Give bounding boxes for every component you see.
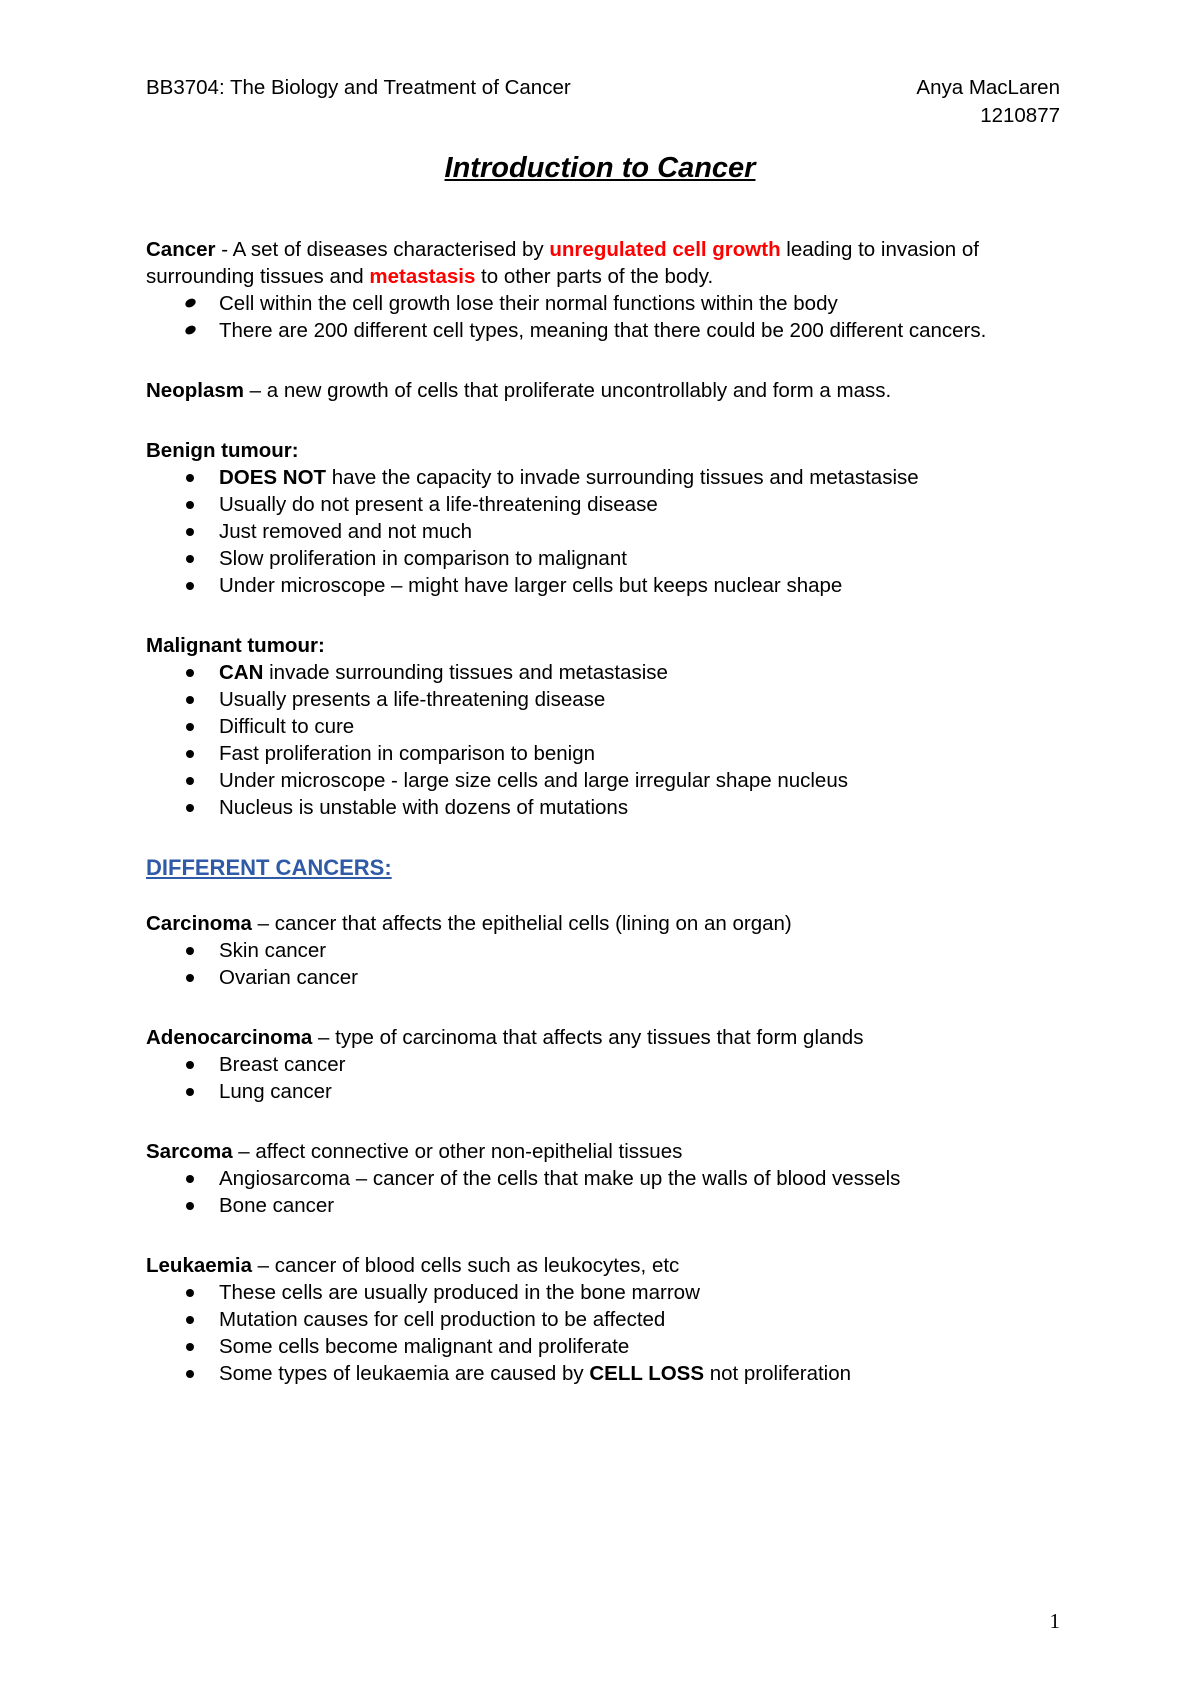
definition-text: – cancer of blood cells such as leukocytes, etc — [251, 1254, 680, 1277]
list-item — [146, 317, 1066, 344]
bullet-icon — [184, 324, 197, 336]
bullet-icon — [186, 501, 194, 509]
bullet-icon — [184, 297, 197, 309]
definition-text: – cancer that affects the epithelial cells (lining on an organ) — [251, 912, 792, 935]
emphasis-text: CAN — [219, 661, 264, 684]
list-item — [146, 937, 1066, 964]
list-item — [146, 1078, 1066, 1105]
definition-text: – affect connective or other non-epithelial tissues — [232, 1140, 683, 1163]
list-item — [146, 767, 1066, 794]
bullet-icon — [186, 1061, 194, 1069]
list-item — [146, 794, 1066, 821]
carcinoma-definition — [146, 910, 1066, 937]
bullet-icon — [186, 1202, 194, 1210]
spacer — [146, 404, 1066, 437]
spacer — [146, 344, 1066, 377]
bullet-icon — [186, 1088, 194, 1096]
term-sarcoma: Sarcoma — [146, 1140, 233, 1163]
bullet-icon — [186, 1343, 194, 1351]
spacer — [146, 821, 1066, 854]
list-item — [146, 740, 1066, 767]
sarcoma-bullets — [146, 1165, 1066, 1219]
leukaemia-definition — [146, 1252, 1066, 1279]
bullet-icon — [186, 947, 194, 955]
bullet-icon — [186, 555, 194, 563]
carcinoma-bullets — [146, 937, 1066, 991]
bullet-icon — [186, 582, 194, 590]
list-item-text: Under microscope - large size cells and large irregular shape nucleus — [219, 769, 848, 792]
list-item-text: Ovarian cancer — [219, 966, 359, 989]
list-item — [146, 290, 1066, 317]
list-item-text: Just removed and not much — [219, 520, 472, 543]
definition-text: – type of carcinoma that affects any tissues that form glands — [312, 1026, 864, 1049]
bullet-icon — [186, 528, 194, 536]
student-id: 1210877 — [980, 104, 1060, 127]
list-item-text: Slow proliferation in comparison to malignant — [219, 547, 627, 570]
list-item-text: There are 200 different cell types, meaning that there could be 200 different cancers. — [219, 319, 987, 342]
definition-text: to other parts of the body. — [475, 265, 714, 288]
definition-text: leading to invasion of surrounding tissues and — [146, 238, 979, 288]
bullet-icon — [186, 1289, 194, 1297]
bullet-icon — [186, 1175, 194, 1183]
list-item-text: Breast cancer — [219, 1053, 346, 1076]
list-item-text: Some cells become malignant and proliferate — [219, 1335, 630, 1358]
list-item — [146, 545, 1066, 572]
bullet-icon — [186, 750, 194, 758]
list-item-text: Fast proliferation in comparison to benign — [219, 742, 596, 765]
cancer-bullets — [146, 290, 1066, 344]
document-body — [146, 236, 1066, 1387]
page-title: Introduction to Cancer — [444, 152, 756, 184]
list-item-text: Lung cancer — [219, 1080, 332, 1103]
list-item-text: Under microscope – might have larger cells but keeps nuclear shape — [219, 574, 843, 597]
list-item — [146, 572, 1066, 599]
list-item — [146, 1165, 1066, 1192]
list-item-text: Usually do not present a life-threatening disease — [219, 493, 658, 516]
spacer — [146, 1219, 1066, 1252]
adenocarcinoma-bullets — [146, 1051, 1066, 1105]
benign-bullets — [146, 464, 1066, 599]
definition-text: – a new growth of cells that proliferate uncontrollably and form a mass. — [243, 379, 892, 402]
list-item-text: Cell within the cell growth lose their normal functions within the body — [219, 292, 838, 315]
term-neoplasm: Neoplasm — [146, 379, 244, 402]
spacer — [146, 991, 1066, 1024]
highlight-metastasis: metastasis — [369, 265, 476, 288]
spacer — [146, 1105, 1066, 1138]
author-name: Anya MacLaren — [916, 76, 1060, 99]
term-adenocarcinoma: Adenocarcinoma — [146, 1026, 313, 1049]
emphasis-text: CELL LOSS — [589, 1362, 705, 1385]
section-heading: DIFFERENT CANCERS: — [146, 855, 392, 880]
list-item — [146, 1306, 1066, 1333]
emphasis-text: DOES NOT — [219, 466, 327, 489]
leukaemia-bullets — [146, 1279, 1066, 1387]
bullet-icon — [186, 804, 194, 812]
term-carcinoma: Carcinoma — [146, 912, 252, 935]
list-item-text: Mutation causes for cell production to be affected — [219, 1308, 666, 1331]
list-item — [146, 713, 1066, 740]
list-item-text: Bone cancer — [219, 1194, 335, 1217]
page-number: 1 — [1049, 1609, 1060, 1633]
course-title: BB3704: The Biology and Treatment of Cancer — [146, 76, 571, 99]
list-item-text: invade surrounding tissues and metastasise — [263, 661, 668, 684]
list-item-text: Nucleus is unstable with dozens of mutations — [219, 796, 629, 819]
bullet-icon — [186, 777, 194, 785]
list-item-text: Difficult to cure — [219, 715, 355, 738]
list-item-text: not proliferation — [704, 1362, 852, 1385]
list-item-text: Usually presents a life-threatening disease — [219, 688, 606, 711]
list-item — [146, 1333, 1066, 1360]
spacer — [146, 599, 1066, 632]
list-item — [146, 1192, 1066, 1219]
list-item-text: Skin cancer — [219, 939, 327, 962]
malignant-heading: Malignant tumour: — [146, 634, 325, 657]
list-item — [146, 491, 1066, 518]
list-item — [146, 518, 1066, 545]
list-item-text: Angiosarcoma – cancer of the cells that make up the walls of blood vessels — [219, 1167, 901, 1190]
benign-heading: Benign tumour: — [146, 439, 299, 462]
term-cancer: Cancer — [146, 238, 216, 261]
highlight-unregulated-growth: unregulated cell growth — [549, 238, 781, 261]
bullet-icon — [186, 696, 194, 704]
bullet-icon — [186, 669, 194, 677]
list-item — [146, 659, 1066, 686]
list-item — [146, 464, 1066, 491]
list-item — [146, 964, 1066, 991]
sarcoma-definition — [146, 1138, 1066, 1165]
bullet-icon — [186, 723, 194, 731]
term-leukaemia: Leukaemia — [146, 1254, 252, 1277]
list-item-text: These cells are usually produced in the bone marrow — [219, 1281, 700, 1304]
spacer — [146, 881, 1066, 910]
bullet-icon — [186, 974, 194, 982]
list-item — [146, 686, 1066, 713]
bullet-icon — [186, 1316, 194, 1324]
adenocarcinoma-definition — [146, 1024, 1066, 1051]
malignant-bullets — [146, 659, 1066, 821]
list-item-text: Some types of leukaemia are caused by — [219, 1362, 590, 1385]
list-item — [146, 1360, 1066, 1387]
list-item — [146, 1051, 1066, 1078]
cancer-definition — [146, 236, 1066, 290]
bullet-icon — [186, 1370, 194, 1378]
list-item-text: have the capacity to invade surrounding tissues and metastasise — [326, 466, 919, 489]
bullet-icon — [186, 474, 194, 482]
neoplasm-definition — [146, 377, 1066, 404]
definition-text: - A set of diseases characterised by — [215, 238, 550, 261]
list-item — [146, 1279, 1066, 1306]
